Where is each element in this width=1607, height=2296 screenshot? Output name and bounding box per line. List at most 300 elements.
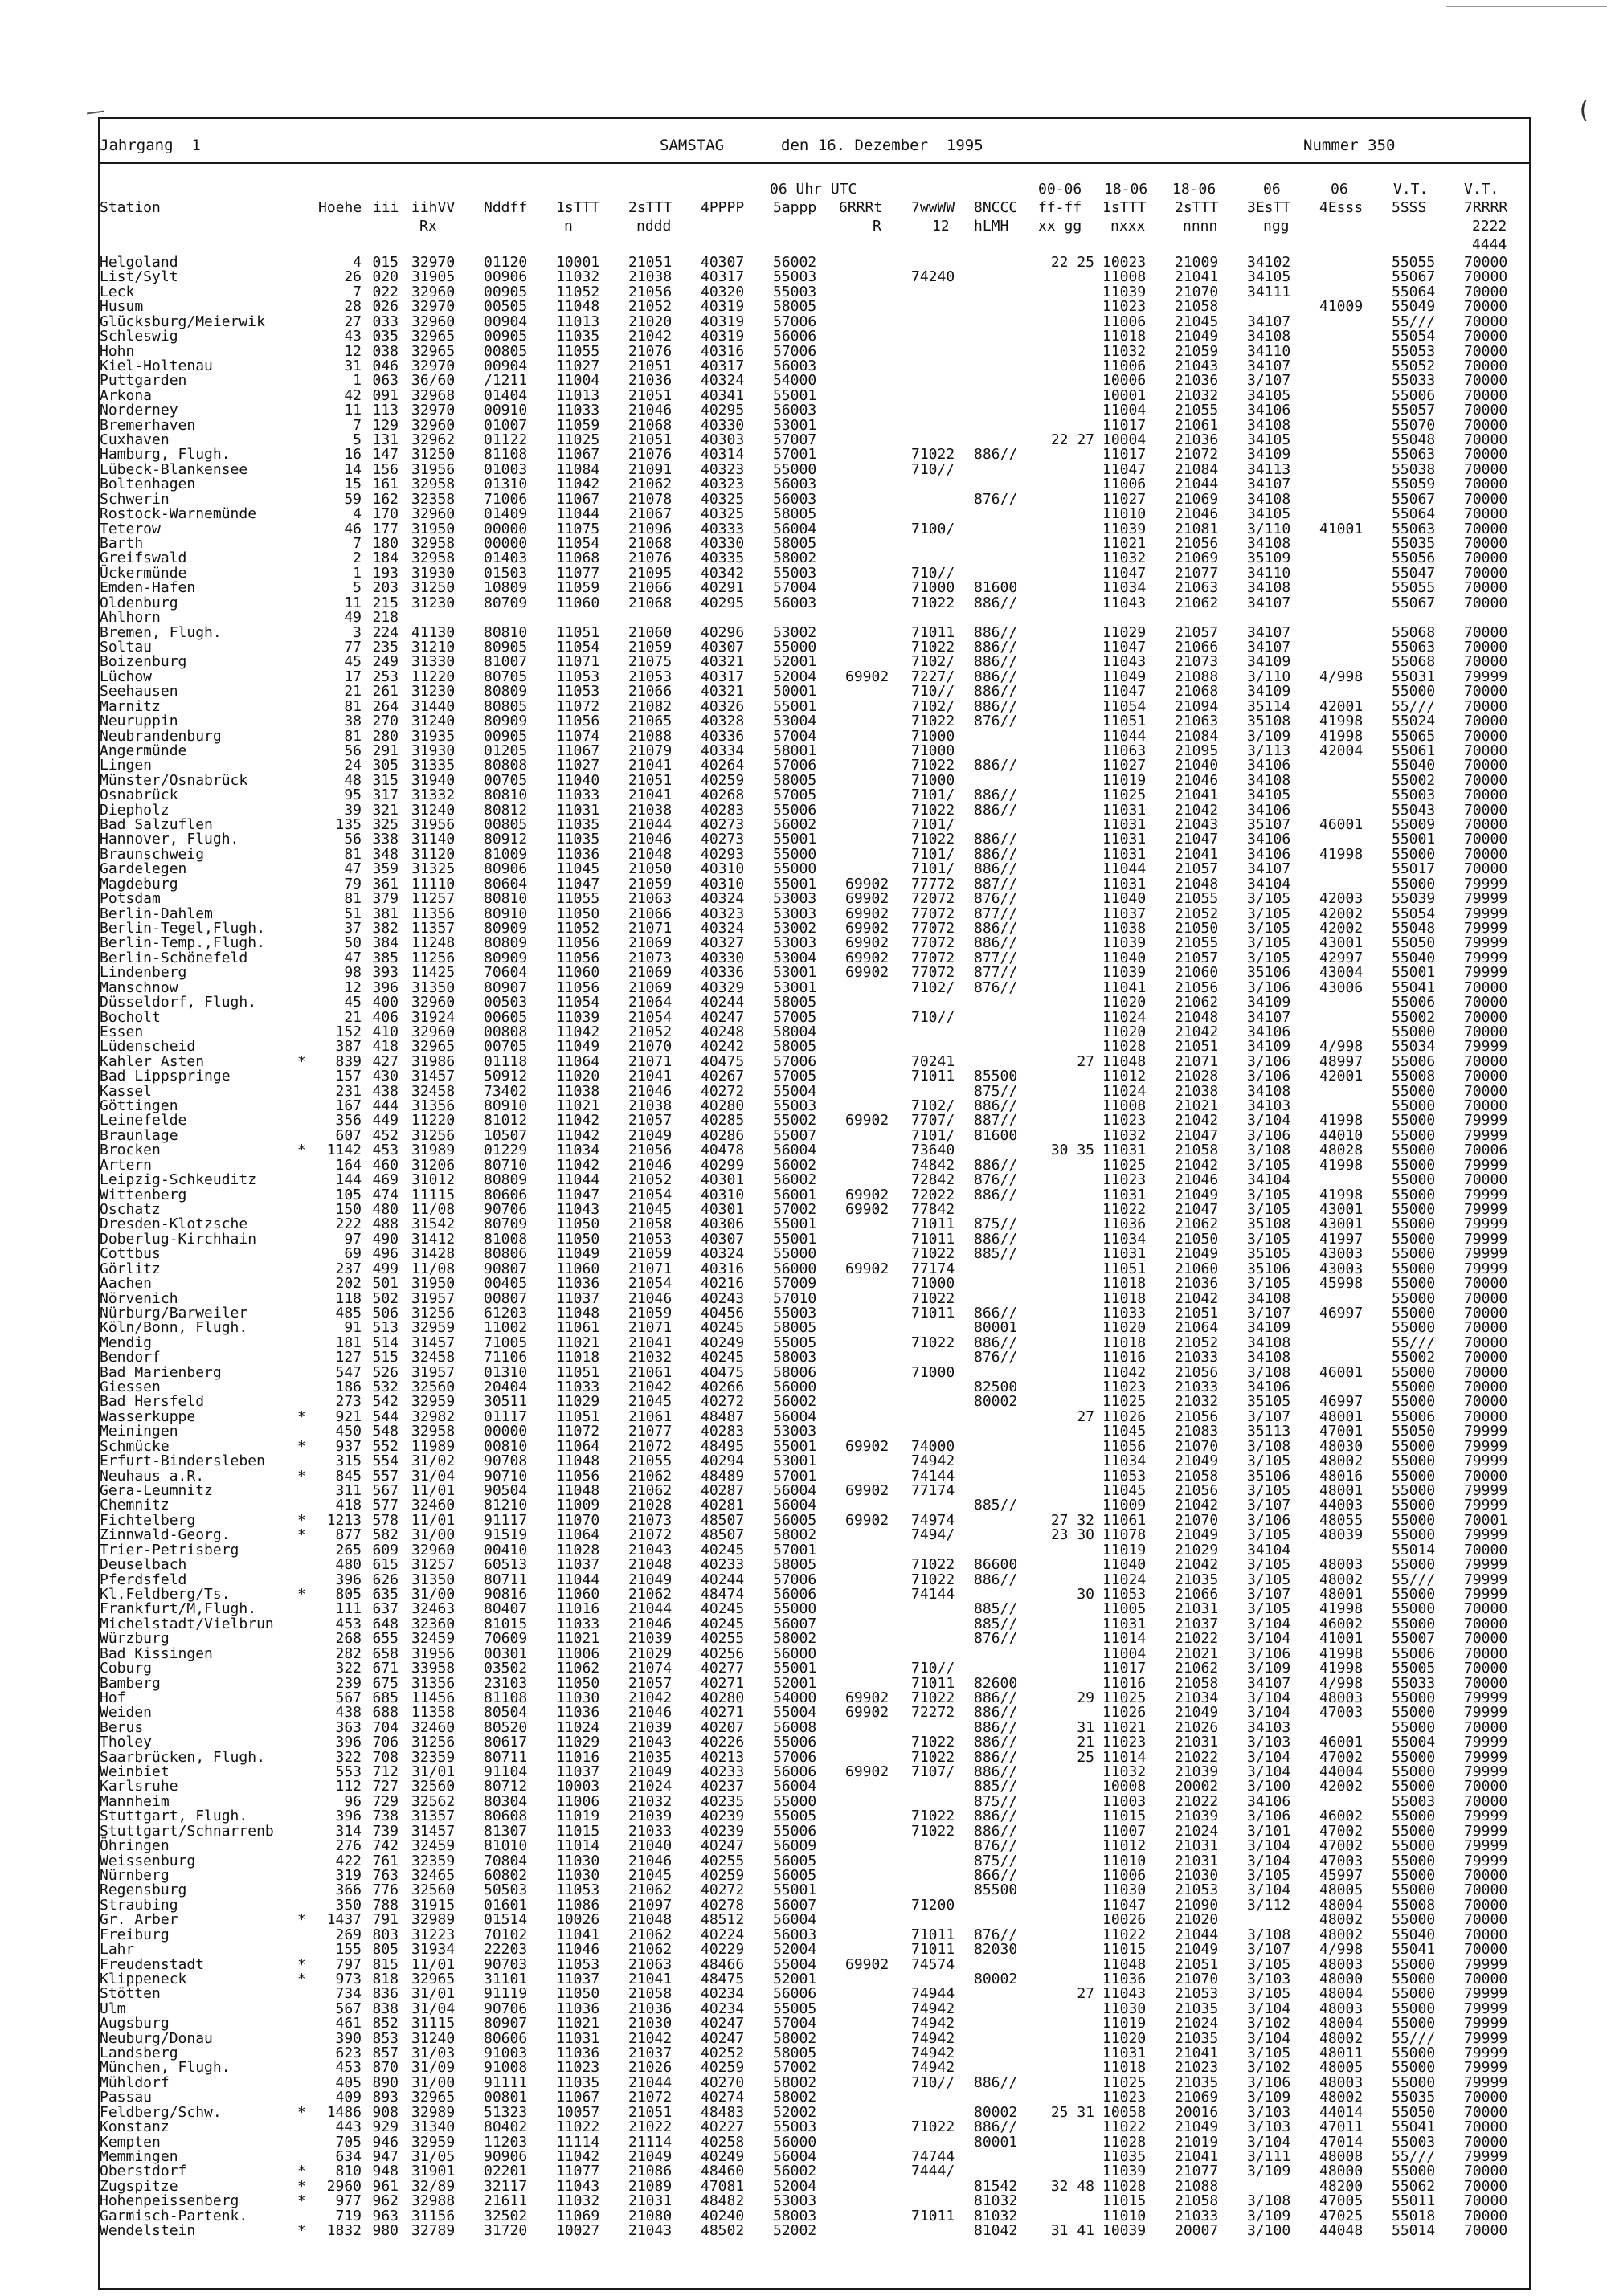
2sttt-b: 21022 bbox=[1175, 1792, 1219, 1810]
2sttt-b: 21035 bbox=[1175, 2000, 1219, 2017]
station-table bbox=[100, 255, 1529, 2239]
1sttt-b: 11031 bbox=[1102, 1142, 1147, 1159]
iihvv: 31905 bbox=[411, 268, 456, 286]
1sttt: 11052 bbox=[556, 283, 600, 300]
table-row bbox=[100, 1454, 1529, 1469]
hoehe: 81 bbox=[344, 727, 362, 745]
2sttt-b: 21047 bbox=[1175, 1126, 1219, 1144]
8nccc: 886// bbox=[974, 1230, 1018, 1248]
hoehe: 405 bbox=[335, 2073, 362, 2091]
iihvv: 31223 bbox=[411, 1926, 456, 1943]
7rrrr: 70000 bbox=[1464, 1097, 1508, 1115]
3estt: 3/105 bbox=[1247, 1482, 1291, 1500]
station-name: Deuselbach bbox=[100, 1556, 187, 1574]
1sttt: 11016 bbox=[556, 1600, 600, 1618]
1sttt-b: 10004 bbox=[1102, 431, 1147, 449]
2sttt-b: 21036 bbox=[1175, 1275, 1219, 1293]
1sttt-b: 11010 bbox=[1102, 1852, 1147, 1869]
iii: 893 bbox=[372, 2089, 399, 2106]
station-name: Bocholt bbox=[100, 1008, 161, 1026]
8nccc: 886// bbox=[974, 446, 1018, 464]
1sttt-b: 11018 bbox=[1102, 2059, 1147, 2077]
5sss: 55006 bbox=[1392, 1644, 1436, 1662]
nddff: 01514 bbox=[484, 1911, 528, 1929]
iihvv: 32960 bbox=[411, 313, 456, 330]
5sss: 55006 bbox=[1392, 994, 1436, 1011]
1sttt-b: 11047 bbox=[1102, 460, 1147, 478]
4pppp: 40336 bbox=[701, 964, 745, 982]
iihvv: 32965 bbox=[411, 1038, 456, 1056]
5sss: 55014 bbox=[1392, 2222, 1436, 2240]
4pppp: 40264 bbox=[701, 757, 745, 774]
1sttt-b: 11027 bbox=[1102, 490, 1147, 508]
1sttt: 11021 bbox=[556, 1097, 600, 1115]
nddff: 80910 bbox=[484, 905, 528, 922]
7wwww: 73640 bbox=[911, 1142, 955, 1159]
3estt: 3/104 bbox=[1247, 1704, 1291, 1722]
5appp: 54000 bbox=[773, 1689, 817, 1706]
1sttt-b: 11053 bbox=[1102, 1467, 1147, 1485]
2sttt-b: 21046 bbox=[1175, 505, 1219, 523]
2sttt: 21039 bbox=[628, 1808, 673, 1825]
1sttt-b: 11019 bbox=[1102, 2015, 1147, 2032]
1sttt-b: 11036 bbox=[1102, 1215, 1147, 1233]
iii: 532 bbox=[372, 1379, 399, 1396]
1sttt: 11055 bbox=[556, 890, 600, 908]
4esss: 44004 bbox=[1319, 1763, 1364, 1781]
8nccc: 886// bbox=[974, 2118, 1018, 2136]
2sttt: 21041 bbox=[628, 757, 673, 774]
1sttt: 11024 bbox=[556, 1718, 600, 1736]
3estt: 34107 bbox=[1247, 860, 1291, 878]
iihvv: 32459 bbox=[411, 1837, 456, 1855]
4pppp: 40317 bbox=[701, 357, 745, 374]
nddff: 01117 bbox=[484, 1407, 528, 1425]
2sttt-b: 21057 bbox=[1175, 860, 1219, 878]
nddff: 70804 bbox=[484, 1852, 528, 1869]
2sttt-b: 20016 bbox=[1175, 2103, 1219, 2121]
2sttt: 21057 bbox=[628, 1674, 673, 1692]
2sttt: 21040 bbox=[628, 1837, 673, 1855]
7rrrr: 70000 bbox=[1464, 1379, 1508, 1396]
5appp: 53004 bbox=[773, 713, 817, 730]
col-1sttt: 1sTTT bbox=[556, 199, 600, 216]
1sttt-b: 11028 bbox=[1102, 2177, 1147, 2195]
1sttt-b: 11027 bbox=[1102, 757, 1147, 774]
nddff: 90703 bbox=[484, 1955, 528, 1973]
2sttt: 21069 bbox=[628, 978, 673, 996]
2sttt: 21091 bbox=[628, 460, 673, 478]
mountain-mark: * bbox=[297, 2103, 306, 2121]
iii: 129 bbox=[372, 416, 399, 434]
2sttt: 21086 bbox=[628, 2163, 673, 2180]
4pppp: 48482 bbox=[701, 2192, 745, 2210]
hoehe: 1437 bbox=[326, 1911, 362, 1929]
nddff: 91008 bbox=[484, 2059, 528, 2077]
nddff: 80608 bbox=[484, 1808, 528, 1825]
iii: 963 bbox=[372, 2207, 399, 2225]
1sttt: 11060 bbox=[556, 594, 600, 611]
iii: 235 bbox=[372, 638, 399, 656]
5sss: 55064 bbox=[1392, 505, 1436, 523]
1sttt-b: 10008 bbox=[1102, 1778, 1147, 1796]
2sttt: 21080 bbox=[628, 2207, 673, 2225]
6rrrt: 69902 bbox=[845, 1511, 889, 1529]
iihvv: 31357 bbox=[411, 1808, 456, 1825]
7rrrr: 70000 bbox=[1464, 757, 1508, 774]
7wwww: 77072 bbox=[911, 949, 955, 966]
iii: 515 bbox=[372, 1349, 399, 1367]
header-line-2 bbox=[100, 198, 1529, 217]
5appp: 58002 bbox=[773, 2029, 817, 2047]
1sttt: 11031 bbox=[556, 801, 600, 819]
nddff: 80606 bbox=[484, 1186, 528, 1203]
7rrrr: 70000 bbox=[1464, 2207, 1508, 2225]
2sttt-b: 21090 bbox=[1175, 1896, 1219, 1914]
1sttt-b: 11039 bbox=[1102, 934, 1147, 952]
4pppp: 40259 bbox=[701, 2059, 745, 2077]
station-name: Gera-Leumnitz bbox=[100, 1482, 213, 1500]
2sttt-b: 21047 bbox=[1175, 1201, 1219, 1218]
hoehe: 390 bbox=[335, 2029, 362, 2047]
station-name: Feldberg/Schw. bbox=[100, 2103, 222, 2121]
1sttt: 11059 bbox=[556, 579, 600, 597]
iii: 381 bbox=[372, 905, 399, 922]
5appp: 58005 bbox=[773, 1556, 817, 1574]
4esss: 48003 bbox=[1319, 2000, 1364, 2017]
1sttt: 11077 bbox=[556, 2163, 600, 2180]
4esss: 47011 bbox=[1319, 2118, 1364, 2136]
5appp: 56000 bbox=[773, 1260, 817, 1277]
7wwww: 71022 bbox=[911, 1808, 955, 1825]
station-name: Schwerin bbox=[100, 490, 170, 508]
3estt: 3/110 bbox=[1247, 668, 1291, 685]
iii: 961 bbox=[372, 2177, 399, 2195]
1sttt-b: 11019 bbox=[1102, 771, 1147, 789]
iii: 410 bbox=[372, 1023, 399, 1040]
7wwww: 710// bbox=[911, 460, 955, 478]
1sttt: 11036 bbox=[556, 2045, 600, 2062]
3estt: 3/109 bbox=[1247, 1660, 1291, 1677]
hoehe: 269 bbox=[335, 1926, 362, 1943]
table-row bbox=[100, 892, 1529, 906]
iii: 706 bbox=[372, 1734, 399, 1751]
hoehe: 453 bbox=[335, 2059, 362, 2077]
nddff: 81009 bbox=[484, 845, 528, 863]
7rrrr: 70000 bbox=[1464, 1068, 1508, 1085]
4pppp: 40321 bbox=[701, 683, 745, 701]
col-nddff: Nddff bbox=[484, 199, 528, 216]
5sss: 55/// bbox=[1392, 1334, 1436, 1351]
2sttt: 21052 bbox=[628, 1171, 673, 1189]
7rrrr: 70000 bbox=[1464, 1082, 1508, 1100]
hoehe: 98 bbox=[344, 964, 362, 982]
7wwww: 71022 bbox=[911, 1289, 955, 1307]
mountain-mark: * bbox=[297, 1437, 306, 1455]
table-row bbox=[100, 477, 1529, 492]
1sttt-b: 11017 bbox=[1102, 446, 1147, 464]
col-nddd: nddd bbox=[636, 218, 672, 235]
1sttt: 11060 bbox=[556, 1260, 600, 1277]
7rrrr: 70000 bbox=[1464, 713, 1508, 730]
1sttt: 11021 bbox=[556, 1630, 600, 1648]
iihvv: 31335 bbox=[411, 757, 456, 774]
8nccc: 886// bbox=[974, 1334, 1018, 1351]
iii: 791 bbox=[372, 1911, 399, 1929]
5appp: 56006 bbox=[773, 1763, 817, 1781]
5appp: 55006 bbox=[773, 801, 817, 819]
1sttt-b: 11035 bbox=[1102, 2148, 1147, 2165]
5appp: 56003 bbox=[773, 402, 817, 419]
5sss: 55048 bbox=[1392, 431, 1436, 449]
7rrrr: 70000 bbox=[1464, 416, 1508, 434]
2sttt-b: 21026 bbox=[1175, 1718, 1219, 1736]
nddff: 90706 bbox=[484, 2000, 528, 2017]
1sttt-b: 11024 bbox=[1102, 1571, 1147, 1588]
5sss: 55041 bbox=[1392, 2118, 1436, 2136]
2sttt: 21028 bbox=[628, 1497, 673, 1514]
hoehe: 43 bbox=[344, 328, 362, 345]
7rrrr: 79999 bbox=[1464, 1985, 1508, 2003]
4pppp: 40272 bbox=[701, 1082, 745, 1100]
nddff: 80907 bbox=[484, 978, 528, 996]
5sss: 55000 bbox=[1392, 1082, 1436, 1100]
7rrrr: 70000 bbox=[1464, 845, 1508, 863]
7rrrr: 70000 bbox=[1464, 1541, 1508, 1559]
4pppp: 40270 bbox=[701, 2073, 745, 2091]
hoehe: 547 bbox=[335, 1363, 362, 1381]
4pppp: 40319 bbox=[701, 328, 745, 345]
5sss: 55000 bbox=[1392, 1112, 1436, 1130]
nddff: 90706 bbox=[484, 1201, 528, 1218]
station-name: Bad Marienberg bbox=[100, 1363, 222, 1381]
iihvv: 32562 bbox=[411, 1792, 456, 1810]
7wwww: 74744 bbox=[911, 2148, 955, 2165]
table-row bbox=[100, 862, 1529, 876]
5appp: 57005 bbox=[773, 786, 817, 804]
2sttt: 21062 bbox=[628, 1941, 673, 1959]
7rrrr: 79999 bbox=[1464, 905, 1508, 922]
5appp: 58005 bbox=[773, 505, 817, 523]
mountain-mark: * bbox=[297, 1511, 306, 1529]
iii: 180 bbox=[372, 535, 399, 553]
station-name: Oldenburg bbox=[100, 594, 178, 611]
2sttt-b: 21039 bbox=[1175, 1808, 1219, 1825]
2sttt-b: 21052 bbox=[1175, 1334, 1219, 1351]
5appp: 56006 bbox=[773, 328, 817, 345]
3estt: 3/105 bbox=[1247, 1201, 1291, 1218]
7wwww: 71022 bbox=[911, 757, 955, 774]
nddff: 91111 bbox=[484, 2073, 528, 2091]
3estt: 3/104 bbox=[1247, 1881, 1291, 1899]
station-name: Husum bbox=[100, 298, 144, 316]
station-name: Weissenburg bbox=[100, 1852, 196, 1869]
2sttt-b: 21024 bbox=[1175, 1822, 1219, 1840]
1sttt-b: 11032 bbox=[1102, 1763, 1147, 1781]
1sttt-b: 11045 bbox=[1102, 1423, 1147, 1440]
5sss: 55000 bbox=[1392, 1467, 1436, 1485]
nddff: 80304 bbox=[484, 1792, 528, 1810]
1sttt-b: 11018 bbox=[1102, 1289, 1147, 1307]
station-name: Dresden-Klotzsche bbox=[100, 1215, 248, 1233]
iii: 400 bbox=[372, 994, 399, 1011]
1sttt: 10003 bbox=[556, 1778, 600, 1796]
1sttt-b: 11009 bbox=[1102, 1497, 1147, 1514]
header-line-1 bbox=[100, 180, 1529, 198]
iii: 712 bbox=[372, 1763, 399, 1781]
4esss: 48002 bbox=[1319, 2089, 1364, 2106]
7wwww: 74842 bbox=[911, 1156, 955, 1174]
1sttt-b: 11026 bbox=[1102, 1407, 1147, 1425]
nddff: 51323 bbox=[484, 2103, 528, 2121]
4esss: 41998 bbox=[1319, 1600, 1364, 1618]
2sttt: 21044 bbox=[628, 816, 673, 834]
hoehe: 567 bbox=[335, 2000, 362, 2017]
6rrrt: 69902 bbox=[845, 1112, 889, 1130]
4esss: 41009 bbox=[1319, 298, 1364, 316]
7wwww: 71200 bbox=[911, 1896, 955, 1914]
3estt: 34104 bbox=[1247, 1171, 1291, 1189]
1sttt-b: 11056 bbox=[1102, 1437, 1147, 1455]
iii: 162 bbox=[372, 490, 399, 508]
2sttt: 21054 bbox=[628, 1275, 673, 1293]
iii: 406 bbox=[372, 1008, 399, 1026]
col-group-1806b: 18-06 bbox=[1172, 181, 1216, 198]
4esss: 48001 bbox=[1319, 1585, 1364, 1603]
1sttt-b: 11031 bbox=[1102, 1186, 1147, 1203]
station-name: Passau bbox=[100, 2089, 153, 2106]
5sss: 55000 bbox=[1392, 1556, 1436, 1574]
iii: 688 bbox=[372, 1704, 399, 1722]
header-line-3 bbox=[100, 217, 1529, 235]
4esss: 45997 bbox=[1319, 1866, 1364, 1884]
2sttt: 21054 bbox=[628, 1186, 673, 1203]
1sttt: 10027 bbox=[556, 2222, 600, 2240]
4pppp: 40273 bbox=[701, 816, 745, 834]
iihvv: 32960 bbox=[411, 1023, 456, 1040]
iii: 548 bbox=[372, 1423, 399, 1440]
iihvv: 31956 bbox=[411, 1644, 456, 1662]
1sttt: 11072 bbox=[556, 697, 600, 715]
1sttt-b: 11026 bbox=[1102, 1704, 1147, 1722]
nddff: 00910 bbox=[484, 402, 528, 419]
3estt: 3/110 bbox=[1247, 520, 1291, 537]
5sss: 55067 bbox=[1392, 268, 1436, 286]
3estt: 3/104 bbox=[1247, 1763, 1291, 1781]
7rrrr: 70000 bbox=[1464, 2103, 1508, 2121]
1sttt-b: 11020 bbox=[1102, 994, 1147, 1011]
station-name: Seehausen bbox=[100, 683, 178, 701]
1sttt: 11027 bbox=[556, 757, 600, 774]
3estt: 3/105 bbox=[1247, 1275, 1291, 1293]
5sss: 55001 bbox=[1392, 831, 1436, 848]
hoehe: 418 bbox=[335, 1497, 362, 1514]
4esss: 42002 bbox=[1319, 905, 1364, 922]
iihvv: 33958 bbox=[411, 1660, 456, 1677]
iihvv: 31156 bbox=[411, 2207, 456, 2225]
8nccc: 82500 bbox=[974, 1379, 1018, 1396]
5appp: 53003 bbox=[773, 1423, 817, 1440]
3estt: 3/104 bbox=[1247, 2029, 1291, 2047]
1sttt: 11042 bbox=[556, 1112, 600, 1130]
2sttt: 21049 bbox=[628, 1126, 673, 1144]
2sttt: 21070 bbox=[628, 1038, 673, 1056]
corner-tick bbox=[87, 110, 104, 114]
5appp: 53002 bbox=[773, 623, 817, 641]
4esss: 41998 bbox=[1319, 1156, 1364, 1174]
3estt: 35109 bbox=[1247, 549, 1291, 567]
station-name: Nörvenich bbox=[100, 1289, 178, 1307]
2sttt-b: 21039 bbox=[1175, 1763, 1219, 1781]
2sttt: 21041 bbox=[628, 1068, 673, 1085]
4esss: 41001 bbox=[1319, 520, 1364, 537]
1sttt: 11032 bbox=[556, 268, 600, 286]
2sttt: 21062 bbox=[628, 476, 673, 493]
1sttt: 11043 bbox=[556, 1201, 600, 1218]
2sttt-b: 21073 bbox=[1175, 653, 1219, 671]
3estt: 3/105 bbox=[1247, 905, 1291, 922]
hoehe: 877 bbox=[335, 1526, 362, 1544]
table-row bbox=[100, 1143, 1529, 1158]
5appp: 55003 bbox=[773, 1097, 817, 1115]
4pppp: 40319 bbox=[701, 298, 745, 316]
2sttt: 21046 bbox=[628, 1082, 673, 1100]
3estt: 3/106 bbox=[1247, 1511, 1291, 1529]
2sttt: 21042 bbox=[628, 1689, 673, 1706]
iihvv: 31250 bbox=[411, 579, 456, 597]
hoehe: 322 bbox=[335, 1660, 362, 1677]
2sttt-b: 21066 bbox=[1175, 638, 1219, 656]
nddff: 91519 bbox=[484, 1526, 528, 1544]
3estt: 34109 bbox=[1247, 683, 1291, 701]
iihvv: 11456 bbox=[411, 1689, 456, 1706]
hoehe: 144 bbox=[335, 1171, 362, 1189]
iii: 506 bbox=[372, 1304, 399, 1322]
1sttt-b: 11014 bbox=[1102, 1748, 1147, 1766]
1sttt: 11031 bbox=[556, 2029, 600, 2047]
iihvv: 11425 bbox=[411, 964, 456, 982]
ffff: 30 bbox=[1077, 1585, 1094, 1603]
1sttt-b: 11018 bbox=[1102, 328, 1147, 345]
station-name: Ückermünde bbox=[100, 564, 187, 582]
1sttt: 11051 bbox=[556, 1407, 600, 1425]
nddff: 00705 bbox=[484, 1038, 528, 1056]
5appp: 56009 bbox=[773, 1837, 817, 1855]
col-n: n bbox=[564, 218, 573, 235]
1sttt: 11056 bbox=[556, 1467, 600, 1485]
4pppp: 47081 bbox=[701, 2177, 745, 2195]
5sss: 55041 bbox=[1392, 1941, 1436, 1959]
iii: 359 bbox=[372, 860, 399, 878]
1sttt-b: 11047 bbox=[1102, 638, 1147, 656]
4pppp: 40314 bbox=[701, 446, 745, 464]
station-name: Schmücke bbox=[100, 1437, 170, 1455]
4esss: 47003 bbox=[1319, 1852, 1364, 1869]
iii: 218 bbox=[372, 609, 399, 627]
4esss: 41998 bbox=[1319, 1112, 1364, 1130]
5appp: 55000 bbox=[773, 1792, 817, 1810]
5sss: 55041 bbox=[1392, 978, 1436, 996]
5appp: 56005 bbox=[773, 1511, 817, 1529]
1sttt-b: 11038 bbox=[1102, 919, 1147, 937]
4pppp: 40249 bbox=[701, 2148, 745, 2165]
iihvv: 32459 bbox=[411, 1630, 456, 1648]
hoehe: 1486 bbox=[326, 2103, 362, 2121]
4pppp: 40272 bbox=[701, 1881, 745, 1899]
iii: 788 bbox=[372, 1896, 399, 1914]
1sttt: 11042 bbox=[556, 1156, 600, 1174]
5appp: 57004 bbox=[773, 727, 817, 745]
